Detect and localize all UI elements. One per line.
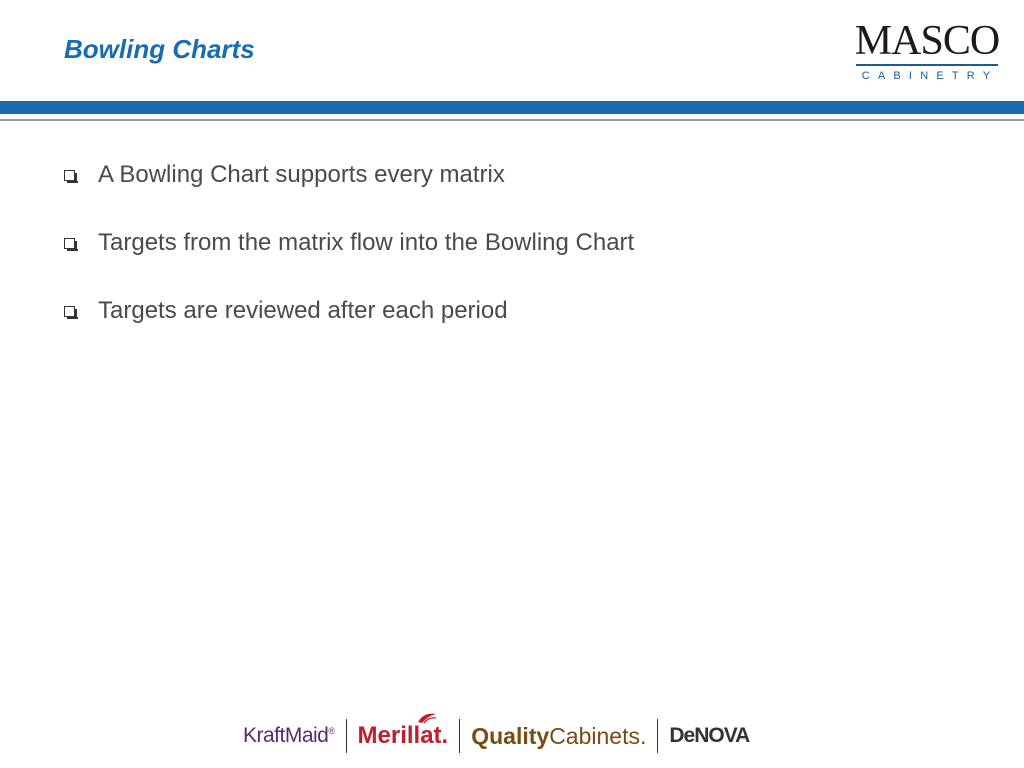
logo-name: MASCO (854, 18, 1000, 64)
cabinets-text: Cabinets. (549, 722, 647, 749)
merillat-text: Merillat. (357, 722, 449, 749)
bullet-text: Targets are reviewed after each period (98, 297, 508, 324)
bullet-text: A Bowling Chart supports every matrix (98, 161, 505, 188)
merillat-logo (358, 722, 449, 750)
checkbox-square-icon (64, 306, 75, 317)
denova-logo: DeNOVA (669, 724, 750, 747)
bullet-text: Targets from the matrix flow into the Bowling Chart (98, 229, 635, 256)
registered-mark: ® (328, 726, 335, 736)
merillat-leaf-icon (416, 712, 438, 724)
header-band (0, 101, 1024, 114)
bullet-item (64, 159, 634, 191)
brand-divider (459, 719, 460, 753)
kraftmaid-logo (243, 724, 335, 748)
logo-subtitle: CABINETRY (861, 70, 999, 82)
logo-rule (856, 64, 998, 66)
masco-cabinetry-logo (854, 20, 1000, 82)
bullet-item (64, 295, 634, 327)
kraftmaid-text: KraftMaid (243, 724, 329, 747)
brand-logos-footer (243, 712, 749, 760)
quality-text: Quality (471, 722, 550, 749)
checkbox-square-icon (64, 238, 75, 249)
bullet-list (64, 159, 634, 363)
brand-divider (657, 719, 658, 753)
slide-title: Bowling Charts (64, 34, 255, 64)
header-rule (0, 119, 1024, 121)
brand-divider (346, 719, 347, 753)
bullet-item (64, 227, 634, 259)
qualitycabinets-logo (471, 723, 646, 750)
checkbox-square-icon (64, 170, 75, 181)
